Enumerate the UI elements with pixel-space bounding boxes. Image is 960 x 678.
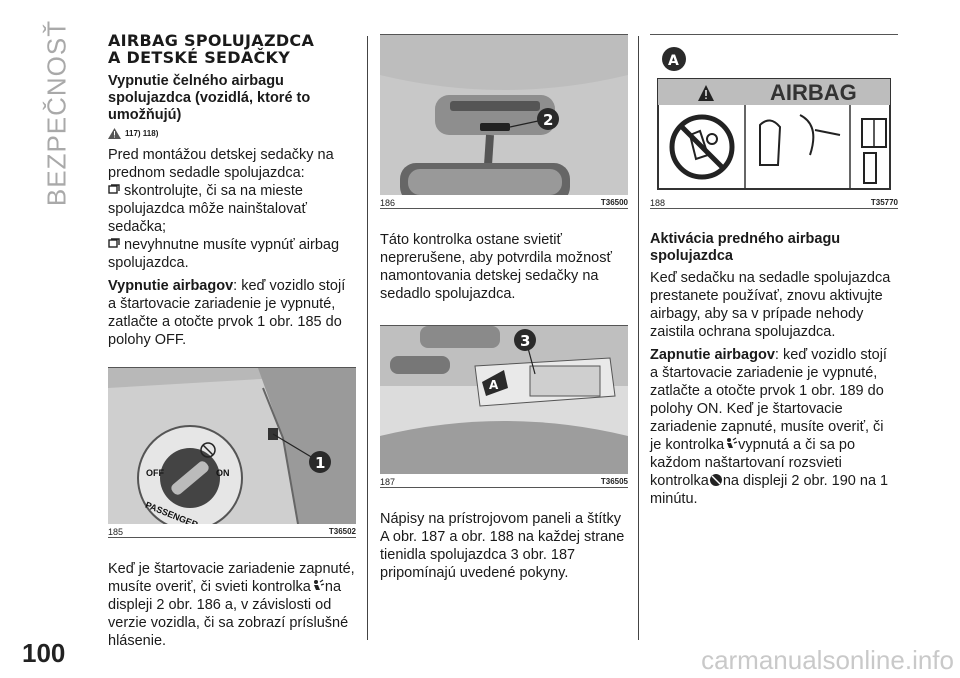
figure-186: [380, 34, 628, 209]
bullet-item: nevyhnutne musíte vypnúť airbag spolujazdca.: [108, 237, 340, 271]
figure-code: T35770: [870, 198, 898, 207]
airbag-switch-illustration: [108, 368, 356, 524]
svg-text:OFF: OFF: [146, 468, 164, 478]
svg-text:A: A: [489, 378, 499, 392]
section-title: AIRBAG SPOLUJAZDCA A DETSKÉ SEDAČKY: [108, 31, 315, 67]
figure-caption: [108, 524, 356, 537]
bullet-icon: [108, 238, 121, 248]
bullet-icon: [108, 184, 121, 194]
svg-text:A: A: [668, 53, 679, 69]
labels-paragraph: Nápisy na prístrojovom paneli a štítky A obr. 187 a obr. 188 na každej strane tienidla spolujazdca 3 obr. 187 pripomínajú uvedené pokyny.: [380, 511, 625, 581]
lamp-paragraph: Táto kontrolka ostane svietiť neprerušene, aby potvrdila možnosť namontovania detskej sedačky na sedadlo spolujazdca.: [380, 232, 612, 302]
warning-icon: [108, 128, 121, 139]
passenger-airbag-off-icon: [724, 437, 738, 451]
figure-188: [650, 34, 898, 209]
column-3: [650, 34, 898, 508]
figure-photo: [380, 326, 628, 474]
figure-caption: [380, 474, 628, 487]
figure-code: T36500: [600, 198, 628, 207]
instruction-paragraph: Vypnutie airbagov: keď vozidlo stojí a štartovacie zariadenie je vypnuté, zatlačte a otočte prvok 1 obr. 185 do polohy OFF.: [108, 278, 346, 348]
section-label: BEZPEČNOSŤ: [41, 19, 72, 207]
reactivate-paragraph: Keď sedačku na sedadle spolujazdca prestanete používať, znovu aktivujte airbagy, aby sa v prípade nehody zaistila ochrana spolujazdca.: [650, 270, 891, 340]
svg-text:1: 1: [315, 454, 326, 472]
overhead-console-illustration: [380, 35, 628, 195]
sun-visor-illustration: [380, 326, 628, 474]
figure-185: [108, 367, 356, 538]
figure-number: 186: [380, 198, 396, 208]
warning-reference: 117) 118): [108, 128, 356, 139]
svg-text:3: 3: [520, 332, 531, 350]
figure-number: 185: [108, 527, 124, 537]
column-2: [380, 34, 628, 582]
bullet-item: skontrolujte, či sa na mieste spolujazdca môže nainštalovať sedačka;: [108, 183, 307, 235]
instruction-paragraph: Zapnutie airbagov: keď vozidlo stojí a štartovacie zariadenie je vypnuté, zatlačte a otočte prvok 1 obr. 189 do polohy ON. Keď je štartovacie zariadenie zapnuté, musíte overiť, či je kontrolka vypnutá a či sa po každom naštartovaní rozsvieti kontrolka na displeji 2 obr. 190 na 1 minútu.: [650, 347, 889, 507]
column-divider: [638, 36, 639, 640]
check-paragraph: Keď je štartovacie zariadenie zapnuté, musíte overiť, či svieti kontrolka na displeji 2 obr. 186 a, v závislosti od verzie vozidla, či sa zobrazí príslušné hlásenie.: [108, 561, 355, 649]
page-number: 100: [22, 638, 66, 668]
svg-text:AIRBAG: AIRBAG: [770, 80, 857, 105]
svg-text:2: 2: [543, 111, 554, 129]
watermark: carmanualsonline.info: [701, 645, 954, 675]
figure-photo: [650, 35, 898, 195]
intro-paragraph: Pred montážou detskej sedačky na prednom sedadle spolujazdca:: [108, 147, 334, 181]
svg-text:ON: ON: [216, 468, 230, 478]
figure-code: T36502: [328, 527, 356, 536]
figure-code: T36505: [600, 477, 628, 486]
passenger-airbag-off-icon: [311, 579, 325, 593]
column-divider: [367, 36, 368, 640]
subsection-title: Aktivácia predného airbagu spolujazdca: [650, 231, 841, 264]
figure-187: [380, 325, 628, 488]
column-1: [108, 32, 356, 650]
figure-caption: [650, 195, 898, 208]
figure-photo: [380, 35, 628, 195]
airbag-warning-label: [650, 35, 898, 195]
figure-number: 188: [650, 198, 666, 208]
figure-caption: [380, 195, 628, 208]
airbag-disabled-icon: [709, 473, 723, 487]
figure-number: 187: [380, 477, 396, 487]
subsection-title: Vypnutie čelného airbagu spolujazdca (vozidlá, ktoré to umožňujú): [108, 73, 311, 123]
figure-photo: [108, 368, 356, 524]
